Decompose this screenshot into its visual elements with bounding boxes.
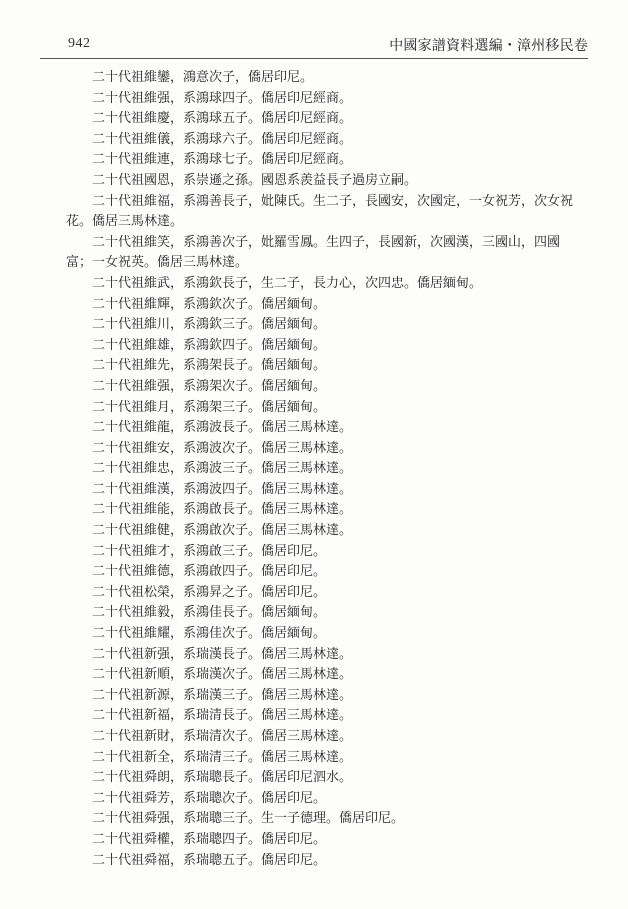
genealogy-entry: 二十代祖維龍，系鴻波長子。僑居三馬林達。 [92, 420, 353, 436]
genealogy-entry: 二十代祖維先，系鴻架長子。僑居緬甸。 [92, 358, 327, 374]
genealogy-entry: 二十代祖維才，系鴻啟三子。僑居印尼。 [92, 543, 327, 559]
genealogy-entry: 二十代祖維德，系鴻啟四子。僑居印尼。 [92, 564, 327, 580]
genealogy-entry: 二十代祖維笑，系鴻善次子，妣羅雪鳳。生四子，長國新，次國漢，三國山，四國富；一女祝英。僑居三馬林達。 [66, 234, 561, 271]
genealogy-entry: 二十代祖松榮，系鴻昇之子。僑居印尼。 [92, 584, 327, 600]
genealogy-entry: 二十代祖新全，系瑞清三子。僑居三馬林達。 [92, 749, 353, 765]
genealogy-entry: 二十代祖維健，系鴻啟次子。僑居三馬林達。 [92, 523, 353, 539]
genealogy-entry: 二十代祖新源，系瑞漢三子。僑居三馬林達。 [92, 687, 353, 703]
genealogy-entry: 二十代祖新順，系瑞漢次子。僑居三馬林達。 [92, 667, 353, 683]
genealogy-entry: 二十代祖維强，系鴻球四子。僑居印尼經商。 [92, 90, 353, 106]
genealogy-entry: 二十代祖新福，系瑞清長子。僑居三馬林達。 [92, 708, 353, 724]
genealogy-entry: 二十代祖舜權，系瑞聰四子。僑居印尼。 [92, 831, 327, 847]
page-header [40, 34, 588, 58]
genealogy-entry: 二十代祖維强，系鴻架次子。僑居緬甸。 [92, 378, 327, 394]
genealogy-entry: 二十代祖維毅，系鴻佳長子。僑居緬甸。 [92, 605, 327, 621]
genealogy-entry: 二十代祖維川，系鴻欽三子。僑居緬甸。 [92, 317, 327, 333]
genealogy-entry: 二十代祖維忠，系鴻波三子。僑居三馬林達。 [92, 461, 353, 477]
genealogy-entry: 二十代祖舜朗，系瑞聰長子。僑居印尼泗水。 [92, 770, 353, 786]
genealogy-entry: 二十代祖維漢，系鴻波四子。僑居三馬林達。 [92, 481, 353, 497]
genealogy-entry: 二十代祖維月，系鴻架三子。僑居緬甸。 [92, 399, 327, 415]
genealogy-entry: 二十代祖維耀，系鴻佳次子。僑居緬甸。 [92, 626, 327, 642]
genealogy-entry: 二十代祖舜福，系瑞聰五子。僑居印尼。 [92, 852, 327, 868]
genealogy-entry: 二十代祖國恩，系崇遜之孫。國恩系羨益長子過房立嗣。 [92, 172, 418, 188]
genealogy-entry: 二十代祖維鑾，鴻意次子，僑居印尼。 [92, 70, 314, 85]
genealogy-entry: 二十代祖維連，系鴻球七子。僑居印尼經商。 [92, 152, 353, 168]
genealogy-entry: 二十代祖維武，系鴻欽長子，生二子，長力心，次四忠。僑居緬甸。 [92, 275, 483, 291]
genealogy-entry: 二十代祖舜强，系瑞聰三子。生一子德理。僑居印尼。 [92, 811, 405, 827]
genealogy-entry: 二十代祖維輝，系鴻欽次子。僑居緬甸。 [92, 296, 327, 312]
page-number: 942 [68, 36, 91, 51]
genealogy-entry: 二十代祖新財，系瑞清次子。僑居三馬林達。 [92, 729, 353, 744]
genealogy-entry: 二十代祖新强，系瑞漢長子。僑居三馬林達。 [92, 646, 353, 662]
body-text [66, 68, 576, 871]
header-rule [40, 58, 588, 59]
genealogy-entry: 二十代祖維安，系鴻波次子。僑居三馬林達。 [92, 440, 353, 456]
genealogy-entry: 二十代祖維福，系鴻善長子，妣陳氏。生二子，長國安，次國定，一女祝芳，次女祝花。僑居三馬林達。 [66, 193, 574, 230]
genealogy-entry: 二十代祖舜芳，系瑞聰次子。僑居印尼。 [92, 790, 327, 806]
genealogy-entry: 二十代祖維儀，系鴻球六子。僑居印尼經商。 [92, 131, 353, 147]
genealogy-entry: 二十代祖維能，系鴻啟長子。僑居三馬林達。 [92, 502, 353, 518]
genealogy-entry: 二十代祖維雄，系鴻欽四子。僑居緬甸。 [92, 337, 327, 353]
running-title: 中國家譜資料選編・漳州移民卷 [389, 38, 588, 54]
genealogy-entry: 二十代祖維慶，系鴻球五子。僑居印尼經商。 [92, 111, 353, 127]
